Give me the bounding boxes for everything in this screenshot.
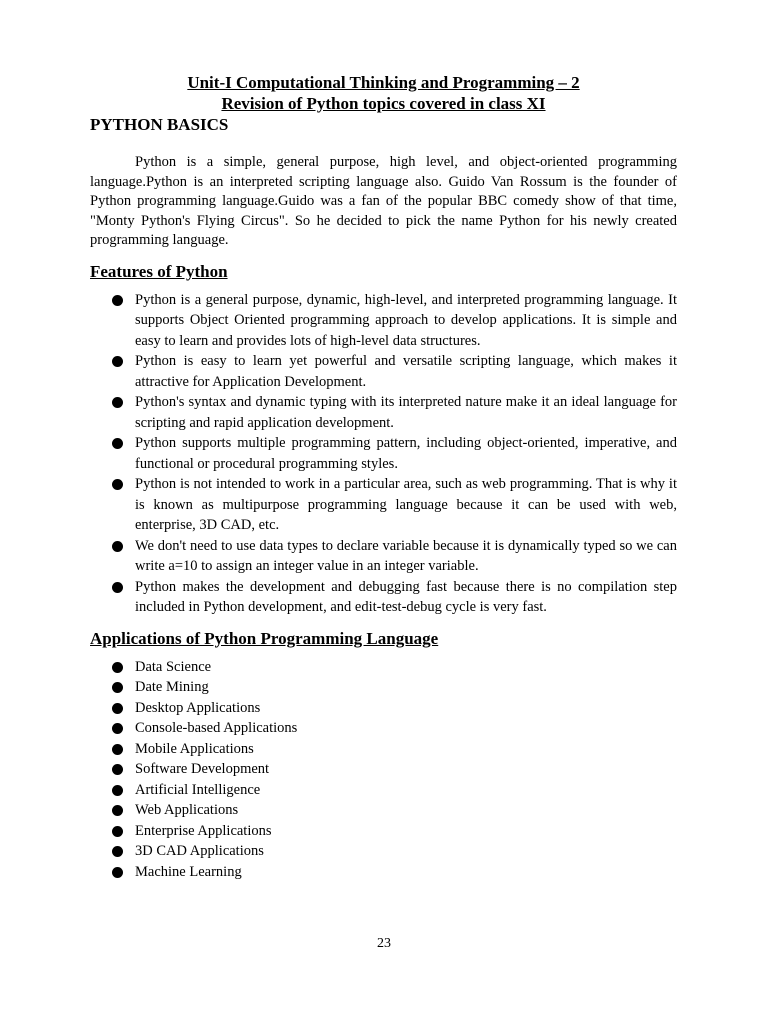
bullet-icon	[112, 744, 123, 755]
application-text: Desktop Applications	[135, 699, 261, 716]
application-text: Enterprise Applications	[135, 822, 272, 839]
list-item	[90, 780, 677, 801]
application-text: Software Development	[135, 761, 270, 777]
application-text: Data Science	[135, 658, 212, 675]
list-item	[90, 677, 677, 698]
features-heading: Features of Python	[90, 261, 228, 281]
bullet-icon	[112, 805, 123, 816]
application-text: Mobile Applications	[135, 740, 254, 757]
bullet-icon	[112, 723, 123, 734]
application-text: Console-based Applications	[135, 720, 298, 736]
bullet-icon	[112, 826, 123, 837]
application-text: Date Mining	[135, 679, 209, 695]
bullet-icon	[112, 479, 123, 490]
feature-text: Python's syntax and dynamic typing with its interpreted nature make it an ideal language for scripting and rapid application development.	[135, 394, 677, 431]
list-item	[90, 862, 677, 883]
application-text: 3D CAD Applications	[135, 843, 264, 859]
application-text: Machine Learning	[135, 863, 242, 880]
list-item	[90, 577, 677, 618]
bullet-icon	[112, 846, 123, 857]
list-item	[90, 739, 677, 760]
list-item	[90, 392, 677, 433]
document-page	[90, 72, 677, 882]
list-item	[90, 698, 677, 719]
unit-subtitle: Revision of Python topics covered in class XI	[221, 94, 546, 113]
feature-text: Python makes the development and debugging fast because there is no compilation step included in Python development, and edit-test-debug cycle is very fast.	[135, 578, 677, 615]
list-item	[90, 759, 677, 780]
applications-list	[90, 657, 677, 883]
feature-text: Python supports multiple programming pattern, including object-oriented, imperative, and functional or procedural programming styles.	[135, 435, 677, 472]
bullet-icon	[112, 785, 123, 796]
list-item	[90, 800, 677, 821]
list-item	[90, 290, 677, 352]
bullet-icon	[112, 582, 123, 593]
bullet-icon	[112, 867, 123, 878]
feature-text: Python is easy to learn yet powerful and versatile scripting language, which makes it attractive for Application Development.	[135, 353, 677, 390]
bullet-icon	[112, 764, 123, 775]
features-list	[90, 290, 677, 618]
bullet-icon	[112, 356, 123, 367]
list-item	[90, 433, 677, 474]
python-basics-paragraph: Python is a simple, general purpose, high level, and object-oriented programming language.Python is an interpreted scripting language also. Guido Van Rossum is the founder of Python programming language.Guido was a fan of the popular BBC comedy show of that time, "Monty Python's Flying Circus". So he decided to pick the name Python for his newly created programming language.	[90, 154, 677, 248]
unit-title: Unit-I Computational Thinking and Programming – 2	[187, 73, 580, 92]
bullet-icon	[112, 703, 123, 714]
bullet-icon	[112, 397, 123, 408]
list-item	[90, 841, 677, 862]
feature-text: We don't need to use data types to declare variable because it is dynamically typed so we can write a=10 to assign an integer value in an integer variable.	[135, 537, 677, 574]
bullet-icon	[112, 541, 123, 552]
page-number: 23	[377, 936, 391, 951]
list-item	[90, 718, 677, 739]
bullet-icon	[112, 682, 123, 693]
list-item	[90, 821, 677, 842]
bullet-icon	[112, 662, 123, 673]
application-text: Artificial Intelligence	[135, 781, 261, 798]
list-item	[90, 351, 677, 392]
bullet-icon	[112, 438, 123, 449]
applications-heading: Applications of Python Programming Language	[90, 628, 439, 648]
feature-text: Python is a general purpose, dynamic, high-level, and interpreted programming language. It supports Object Oriented programming approach to develop applications. It is simple and easy to learn and provides lots of high-level data structures.	[135, 291, 677, 349]
bullet-icon	[112, 295, 123, 306]
list-item	[90, 474, 677, 536]
list-item	[90, 657, 677, 678]
feature-text: Python is not intended to work in a particular area, such as web programming. That is why it is known as multipurpose programming language because it can be used with web, enterprise, 3D CAD, etc.	[135, 476, 677, 533]
python-basics-heading: PYTHON BASICS	[90, 115, 229, 134]
list-item	[90, 536, 677, 577]
application-text: Web Applications	[135, 802, 239, 818]
